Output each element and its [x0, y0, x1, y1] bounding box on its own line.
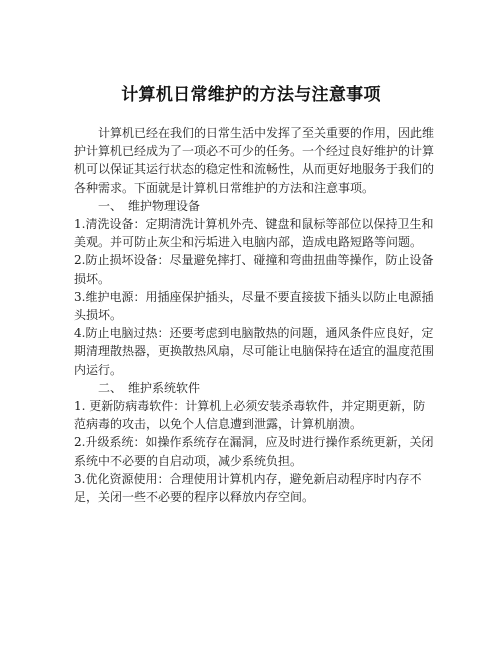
document-body: [74, 124, 436, 506]
page-title: 计算机日常维护的方法与注意事项: [121, 85, 381, 105]
list-item: 2.升级系统：如操作系统存在漏洞，应及时进行操作系统更新，关闭系统中不必要的自启动项，减少系统负担。: [74, 435, 434, 468]
list-item: 4.防止电脑过热：还要考虑到电脑散热的问题，通风条件应良好，定期清理散热器，更换散热风扇，尽可能让电脑保持在适宜的温度范围内运行。: [74, 326, 435, 377]
section-heading-2: 二、 维护系统软件: [98, 380, 201, 395]
list-item: 3.维护电源：用插座保护插头，尽量不要直接拔下插头以防止电源插头损坏。: [74, 289, 434, 323]
list-item: 2.防止损坏设备：尽量避免摔打、碰撞和弯曲扭曲等操作，防止设备损坏。: [74, 253, 434, 286]
intro-paragraph: 计算机已经在我们的日常生活中发挥了至关重要的作用，因此维护计算机已经成为了一项必不可少的任务。一个经过良好维护的计算机可以保证其运行状态的稳定性和流畅性，从而更好地服务于我们的各种需求。下面就是计算机日常维护的方法和注意事项。: [74, 126, 435, 195]
list-item: 1. 更新防病毒软件：计算机上必须安装杀毒软件，并定期更新，防范病毒的攻击，以免个人信息遭到泄露，计算机崩溃。: [74, 399, 426, 432]
list-item: 1.清洗设备：定期清洗计算机外壳、键盘和鼠标等部位以保持卫生和美观。并可防止灰尘和污垢进入电脑内部，造成电路短路等问题。: [74, 217, 434, 250]
list-item: 3.优化资源使用：合理使用计算机内存，避免新启动程序时内存不足，关闭一些不必要的程序以释放内存空间。: [74, 471, 422, 505]
section-heading-1: 一、 维护物理设备: [98, 198, 201, 213]
